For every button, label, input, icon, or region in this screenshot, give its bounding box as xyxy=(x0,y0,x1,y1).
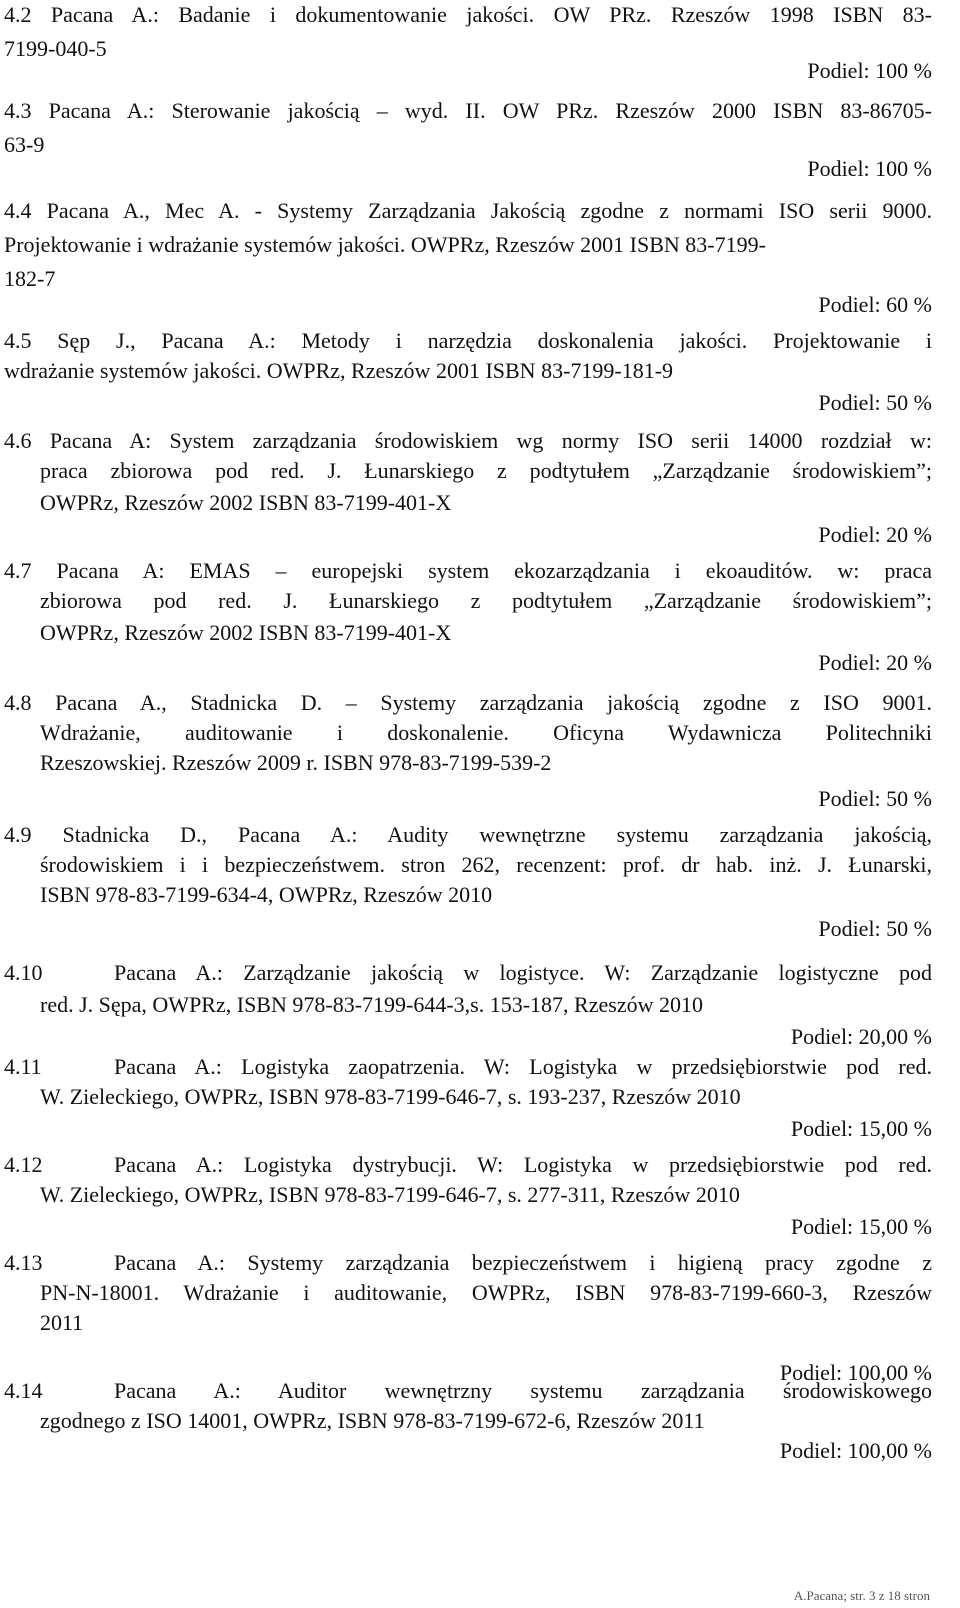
entry-text-line: OWPRz, Rzeszów 2002 ISBN 83-7199-401-X xyxy=(40,490,452,515)
publication-entry xyxy=(4,820,932,941)
entry-text-line: 182-7 xyxy=(4,266,56,291)
share-percentage: Podiel: 60 % xyxy=(818,292,932,317)
entry-text-line: 4.8 Pacana A., Stadnicka D. – Systemy zarządzania jakością zgodne z ISO 9001. xyxy=(4,690,932,715)
entry-text-line: Wdrażanie, auditowanie i doskonalenie. Oficyna Wydawnicza Politechniki xyxy=(40,720,932,745)
entry-text: Pacana A.: Logistyka zaopatrzenia. W: Logistyka w przedsiębiorstwie pod red. xyxy=(114,1054,932,1079)
entry-number: 4.11 xyxy=(4,1054,42,1079)
entry-text-line: 63-9 xyxy=(4,132,45,157)
entry-text-line: 4.9 Stadnicka D., Pacana A.: Audity wewnętrzne systemu zarządzania jakością, xyxy=(4,822,932,847)
entry-number: 4.14 xyxy=(4,1378,43,1403)
share-percentage: Podiel: 20 % xyxy=(818,522,932,547)
share-percentage: Podiel: 100 % xyxy=(807,58,932,83)
entry-text-line: Projektowanie i wdrażanie systemów jakości. OWPRz, Rzeszów 2001 ISBN 83-7199- xyxy=(4,232,766,257)
publication-entry xyxy=(4,1150,932,1239)
share-percentage: Podiel: 15,00 % xyxy=(790,1214,932,1239)
entry-text-line: red. J. Sępa, OWPRz, ISBN 978-83-7199-644-3,s. 153-187, Rzeszów 2010 xyxy=(40,992,703,1017)
entry-text-line: zbiorowa pod red. J. Łunarskiego z podtytułem „Zarządzanie środowiskiem”; xyxy=(40,588,932,613)
share-percentage: Podiel: 100 % xyxy=(807,156,932,181)
entry-text-line: 4.6 Pacana A: System zarządzania środowiskiem wg normy ISO serii 14000 rozdział w: xyxy=(4,428,932,453)
entry-text-line: W. Zieleckiego, OWPRz, ISBN 978-83-7199-646-7, s. 193-237, Rzeszów 2010 xyxy=(40,1084,741,1109)
publication-entry xyxy=(4,958,932,1049)
entry-text-line: Rzeszowskiej. Rzeszów 2009 r. ISBN 978-83-7199-539-2 xyxy=(40,750,552,775)
entry-text-line xyxy=(4,1150,932,1180)
entry-text: Pacana A.: Logistyka dystrybucji. W: Logistyka w przedsiębiorstwie pod red. xyxy=(114,1152,932,1177)
entry-text: Pacana A.: Auditor wewnętrzny systemu zarządzania środowiskowego xyxy=(114,1378,932,1403)
share-percentage: Podiel: 100,00 % xyxy=(779,1360,932,1385)
entry-text-line: zgodnego z ISO 14001, OWPRz, ISBN 978-83-7199-672-6, Rzeszów 2011 xyxy=(40,1408,705,1433)
entry-text-line: 2011 xyxy=(40,1310,84,1335)
publication-entry xyxy=(4,0,932,83)
entry-text-line: W. Zieleckiego, OWPRz, ISBN 978-83-7199-646-7, s. 277-311, Rzeszów 2010 xyxy=(40,1182,740,1207)
share-percentage: Podiel: 15,00 % xyxy=(790,1116,932,1141)
share-percentage: Podiel: 50 % xyxy=(818,390,932,415)
entry-text-line: 7199-040-5 xyxy=(4,36,107,61)
entry-text-line: środowiskiem i i bezpieczeństwem. stron 262, recenzent: prof. dr hab. inż. J. Łunarski, xyxy=(40,852,932,877)
entry-text-line xyxy=(4,958,932,988)
entry-text-line: OWPRz, Rzeszów 2002 ISBN 83-7199-401-X xyxy=(40,620,452,645)
publication-entry xyxy=(4,426,932,547)
entry-text-line: ISBN 978-83-7199-634-4, OWPRz, Rzeszów 2010 xyxy=(40,882,493,907)
page-footer: A.Pacana; str. 3 z 18 stron xyxy=(793,1588,930,1603)
entry-text-line: wdrażanie systemów jakości. OWPRz, Rzeszów 2001 ISBN 83-7199-181-9 xyxy=(4,358,674,383)
share-percentage: Podiel: 50 % xyxy=(818,916,932,941)
publication-entry xyxy=(4,1248,932,1385)
entry-text: Pacana A.: Zarządzanie jakością w logistyce. W: Zarządzanie logistyczne pod xyxy=(114,960,932,985)
share-percentage: Podiel: 50 % xyxy=(818,786,932,811)
entry-text-line xyxy=(4,1052,932,1082)
entry-number: 4.10 xyxy=(4,960,43,985)
share-percentage: Podiel: 20,00 % xyxy=(790,1024,932,1049)
entry-text: Pacana A.: Systemy zarządzania bezpieczeństwem i higieną pracy zgodne z xyxy=(114,1250,932,1275)
entry-text-line: 4.4 Pacana A., Mec A. - Systemy Zarządzania Jakością zgodne z normami ISO serii 9000. xyxy=(4,198,932,223)
entry-text-line: 4.3 Pacana A.: Sterowanie jakością – wyd. II. OW PRz. Rzeszów 2000 ISBN 83-86705- xyxy=(4,98,932,123)
entry-text-line: 4.7 Pacana A: EMAS – europejski system ekozarządzania i ekoauditów. w: praca xyxy=(4,558,932,583)
publication-entry xyxy=(4,556,932,675)
share-percentage: Podiel: 20 % xyxy=(818,650,932,675)
publication-entry xyxy=(4,96,932,181)
entry-number: 4.12 xyxy=(4,1152,43,1177)
publication-entry xyxy=(4,326,932,415)
entry-number: 4.13 xyxy=(4,1250,43,1275)
share-percentage: Podiel: 100,00 % xyxy=(779,1438,932,1463)
publication-entry xyxy=(4,1052,932,1141)
entry-text-line xyxy=(4,1376,932,1406)
entry-text-line xyxy=(4,1248,932,1278)
entry-text-line: 4.5 Sęp J., Pacana A.: Metody i narzędzia doskonalenia jakości. Projektowanie i xyxy=(4,328,932,353)
publication-entry xyxy=(4,1376,932,1463)
entry-text-line: 4.2 Pacana A.: Badanie i dokumentowanie jakości. OW PRz. Rzeszów 1998 ISBN 83- xyxy=(4,2,932,27)
publication-entry xyxy=(4,196,932,317)
publication-entry xyxy=(4,688,932,811)
entry-text-line: PN-N-18001. Wdrażanie i auditowanie, OWPRz, ISBN 978-83-7199-660-3, Rzeszów xyxy=(40,1280,932,1305)
entry-text-line: praca zbiorowa pod red. J. Łunarskiego z podtytułem „Zarządzanie środowiskiem”; xyxy=(40,458,932,483)
